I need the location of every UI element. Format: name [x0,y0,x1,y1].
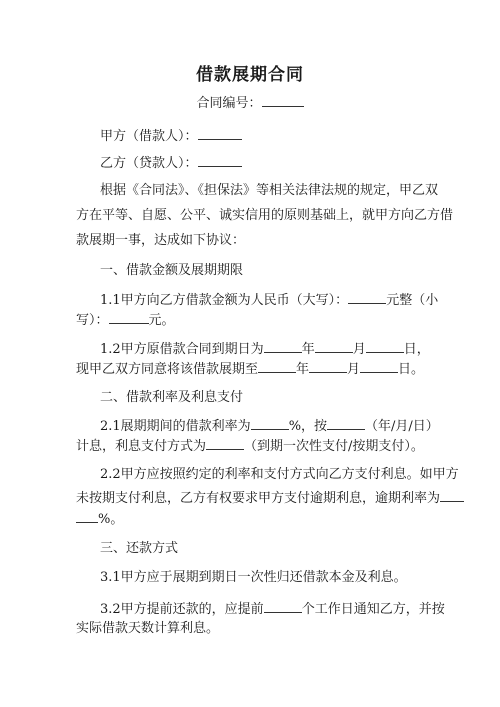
section-2-heading: 二、借款利率及利息支付 [100,390,244,405]
clause-2-1-text-d: （到期一次性支付/按期支付）。 [244,439,424,454]
party-a-blank [198,125,242,140]
clause-1-1-text-c: 写）： [76,313,109,328]
clause-2-2-text-b: 未按期支付利息，乙方有权要求甲方支付逾期利息，逾期利率为 [76,491,441,506]
amount-upper-blank [348,289,386,304]
clause-1-1-line-1 [100,289,438,311]
preamble-line-1: 根据《合同法》、《担保法》等相关法律法规的规定，甲乙双 [100,183,439,198]
preamble-line-2: 方在平等、自愿、公平、诚实信用的原则基础上，就甲方向乙方借 [76,208,454,223]
clause-3-2-line-2: 实际借款天数计算利息。 [76,621,220,636]
clause-2-1-text-c: 计息，利息支付方式为 [76,439,207,454]
party-b-blank [198,152,242,167]
rate-blank [251,415,289,430]
ext-month-blank [309,358,347,373]
overdue-rate-percent-label: %。 [98,512,124,527]
overdue-rate-blank-1 [440,487,464,502]
clause-2-2-line-2 [76,487,464,509]
rate-percent-label: %，按 [288,419,328,434]
clause-3-2-text-b: 个工作日通知乙方，并按 [301,602,445,617]
clause-2-1-line-2 [76,435,424,457]
clause-1-1-line-2 [76,309,175,331]
section-3-heading: 三、还款方式 [100,541,179,556]
clause-1-2-line-2 [76,358,424,380]
clause-2-2-line-3 [76,508,123,530]
clause-2-1-text-a: 2.1展期期间的借款利率为 [100,419,251,434]
orig-day-blank [366,338,404,353]
orig-month-blank [315,338,353,353]
clause-1-1-text-b: 元整（小 [386,293,439,308]
clause-3-2-text-a: 3.2甲方提前还款的，应提前 [100,602,264,617]
section-1-heading: 一、借款金额及展期期限 [100,263,244,278]
party-b-line [100,152,242,174]
orig-year-label: 年 [301,342,315,357]
orig-month-label: 月 [352,342,366,357]
clause-1-2-text-b: 现甲乙双方同意将该借款展期至 [76,362,259,377]
document-title: 借款展期合同 [196,65,304,85]
ext-month-label: 月 [347,362,361,377]
party-a-line [100,125,242,147]
ext-day-blank [360,358,398,373]
clause-1-2-line-1 [100,338,430,360]
clause-1-1-text-a: 1.1甲方向乙方借款金额为人民币（大写）： [100,293,349,308]
clause-1-1-text-d: 元。 [148,313,175,328]
clause-3-2-line-1 [100,598,445,620]
ext-day-label: 日。 [398,362,425,377]
orig-day-label: 日， [403,342,430,357]
party-a-label: 甲方（借款人）： [100,129,198,144]
payment-method-blank [206,435,244,450]
clause-2-2-line-1: 2.2甲方应按照约定的利率和支付方式向乙方支付利息。如甲方 [100,467,459,482]
contract-number-blank [262,92,304,107]
party-b-label: 乙方（贷款人）： [100,156,198,171]
ext-year-label: 年 [296,362,310,377]
clause-2-1-line-1 [100,415,439,437]
notice-days-blank [264,598,302,613]
preamble-line-3: 款展期一事，达成如下协议： [76,233,246,248]
amount-lower-blank [109,309,149,324]
contract-number-line [0,92,500,114]
clause-1-2-text-a: 1.2甲方原借款合同到期日为 [100,342,264,357]
contract-number-label: 合同编号： [196,96,262,111]
clause-2-1-text-b: （年/月/日） [365,419,439,434]
ext-year-blank [258,358,296,373]
orig-year-blank [264,338,302,353]
overdue-rate-blank-2 [76,508,98,523]
interest-basis-blank [327,415,365,430]
clause-3-1: 3.1甲方应于展期到期日一次性归还借款本金及利息。 [100,570,407,585]
